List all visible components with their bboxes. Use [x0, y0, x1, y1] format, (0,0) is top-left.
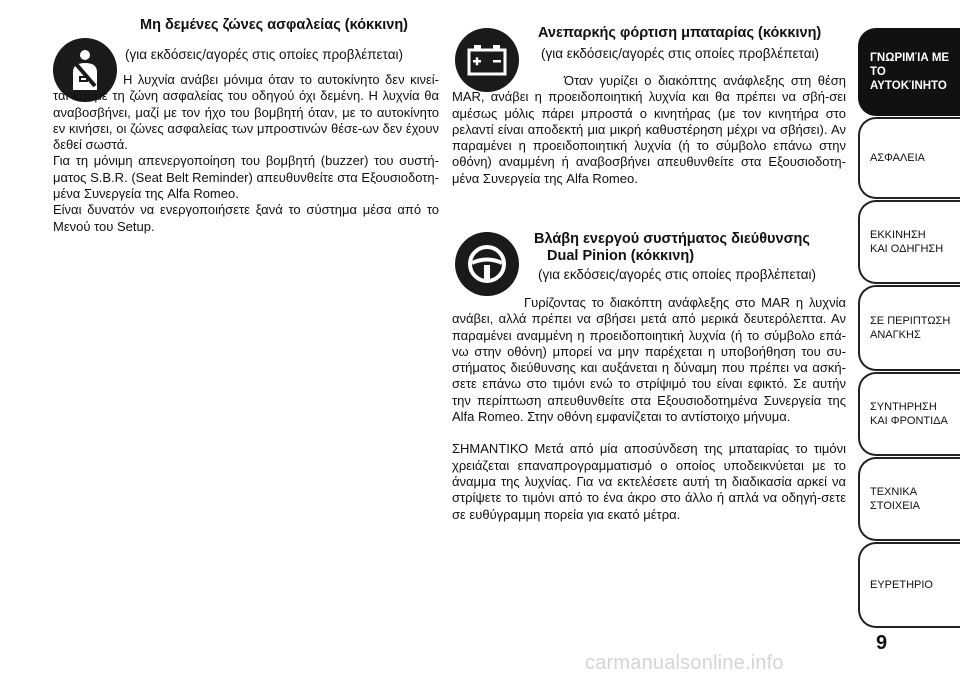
- tab-safety[interactable]: [858, 117, 960, 199]
- steering-text: [452, 295, 846, 523]
- tab-label-line-1: ΣΥΝΤΗΡΗΣΗ: [870, 401, 937, 413]
- tab-label-line-1: ΑΣΦΑΛΕΙΑ: [870, 152, 926, 164]
- steering-title-line-2: Dual Pinion (κόκκινη): [547, 248, 695, 264]
- seatbelt-paragraph-3: Είναι δυνατόν να ενεργοποιήσετε ξανά το σύστημα μέσα από το Μενού του Setup.: [53, 202, 439, 234]
- steering-subtitle: (για εκδόσεις/αγορές στις οποίες προβλέπεται): [538, 267, 817, 282]
- tab-label-line-1: ΤΕΧΝΙΚΑ: [870, 486, 918, 498]
- tab-label-line-2: ΣΤΟΙΧΕΙΑ: [870, 500, 920, 512]
- tab-label-line-1: ΣΕ ΠΕΡΙΠΤΩΣΗ: [870, 315, 951, 327]
- tab-label-line-2: ΚΑΙ ΟΔΗΓΗΣΗ: [870, 243, 944, 255]
- tab-label-line-2: ΑΥΤΟΚΊΝΗΤΟ: [870, 80, 947, 92]
- tab-label-line-1: ΕΚΚΙΝΗΣΗ: [870, 229, 926, 241]
- tab-starting-driving[interactable]: [858, 200, 960, 284]
- battery-subtitle: (για εκδόσεις/αγορές στις οποίες προβλέπεται): [541, 46, 820, 61]
- watermark-text: carmanualsonline.info: [585, 652, 784, 674]
- battery-text: [452, 73, 846, 187]
- page-number: 9: [876, 632, 888, 654]
- tab-getting-to-know-car[interactable]: [858, 28, 960, 116]
- steering-wheel-icon: [464, 241, 510, 287]
- tab-maintenance[interactable]: [858, 372, 960, 456]
- tab-technical-data[interactable]: [858, 457, 960, 541]
- steering-title-line-1: Βλάβη ενεργού συστήματος διεύθυνσης: [534, 231, 810, 247]
- seatbelt-paragraph-2: Για τη μόνιμη απενεργοποίηση του βομβητή (buzzer) του συστή-ματος S.B.R. (Seat Belt Reminder) απευθυνθείτε στα Εξουσιοδοτη-μένα Συνεργεία της Alfa Romeo.: [53, 153, 439, 202]
- seatbelt-text: [53, 72, 439, 235]
- tab-index[interactable]: [858, 542, 960, 628]
- battery-title: Ανεπαρκής φόρτιση μπαταρίας (κόκκινη): [538, 25, 822, 41]
- seatbelt-subtitle: (για εκδόσεις/αγορές στις οποίες προβλέπεται): [125, 47, 404, 62]
- tab-emergency[interactable]: [858, 285, 960, 371]
- steering-paragraph-1: Γυρίζοντας το διακόπτη ανάφλεξης στο MAR η λυχνία ανάβει, αλλά πρέπει να σβήσει μετά από μερικά δευτερόλεπτα. Αν παραμένει αναμμένη η προειδοποιητική λυχνία (ή το σύμβολο επά-νω στην οθόνη) μπορεί να μην παρέχεται η υποβοήθηση του συ-στήματος διεύθυνσης και αυξάνεται η δύναμη που πρέπει να ασκή-σετε επάνω στο τιμόνι ενώ το στρίψιμό του είναι εφικτό. Σε αυτήν την περίπτωση απευθυνθείτε στα Εξουσιοδοτημένα Συνεργεία της Alfa Romeo. Στην οθόνη εμφανίζεται το αντίστοιχο μήνυμα.: [452, 295, 846, 425]
- battery-paragraph-1: Όταν γυρίζει ο διακόπτης ανάφλεξης στη θέση MAR, ανάβει η προειδοποιητική λυχνία και θα πρέπει να σβή-σει αμέσως μόλις πάρει μπροστά ο κινητήρας (με τον κινητήρα στο ρελαντί είναι αποδεκτή μια μικρή καθυστέρηση μέχρι να σβήσει). Αν παραμένει η προειδοποιητική λυχνία (ή το σύμβολο επάνω στην οθόνη) αναμμένη ή αναβοσβήνει απευθυνθείτε στα Εξουσιοδοτη-μένα Συνεργεία της Alfa Romeo.: [452, 73, 846, 186]
- seatbelt-title: Μη δεμένες ζώνες ασφαλείας (κόκκινη): [140, 17, 409, 33]
- seatbelt-paragraph-1: Η λυχνία ανάβει μόνιμα όταν το αυτοκίνητο δεν κινεί-ται και με τη ζώνη ασφαλείας του οδηγού όχι δεμένη. Η λυχνία θα αναβοσβήνει, μαζί με τον ήχο του βομβητή όταν, με το αυτοκίνητο εν κινήσει, οι ζώνες ασφαλείας των μπροστινών θέσε-ων δεν έχουν δεθεί σωστά.: [53, 72, 439, 153]
- steering-warning-icon: [455, 232, 519, 296]
- steering-paragraph-2: ΣΗΜΑΝΤΙΚΟ Μετά από μία αποσύνδεση της μπαταρίας το τιμόνι χρειάζεται επαναπρογραμματισμό ο οποίος υποδεικνύεται με το άναμμα της λυχνίας. Για να εκτελέσετε αυτή τη διαδικασία αρκεί να στρίψετε το τιμόνι από το ένα άκρο στο άλλο ή απλά να οδηγή-σετε σε ευθύγραμμη πορεία για εκατό μέτρα.: [452, 441, 846, 522]
- tab-label-line-1: ΓΝΩΡΙΜΊΑ ΜΕ ΤΟ: [870, 52, 950, 78]
- tab-label-line-1: ΕΥΡΕΤΗΡΙΟ: [870, 579, 933, 591]
- tab-label-line-2: ΚΑΙ ΦΡΟΝΤΙΔΑ: [870, 415, 948, 427]
- tab-label-line-2: ΑΝΑΓΚΗΣ: [870, 329, 921, 341]
